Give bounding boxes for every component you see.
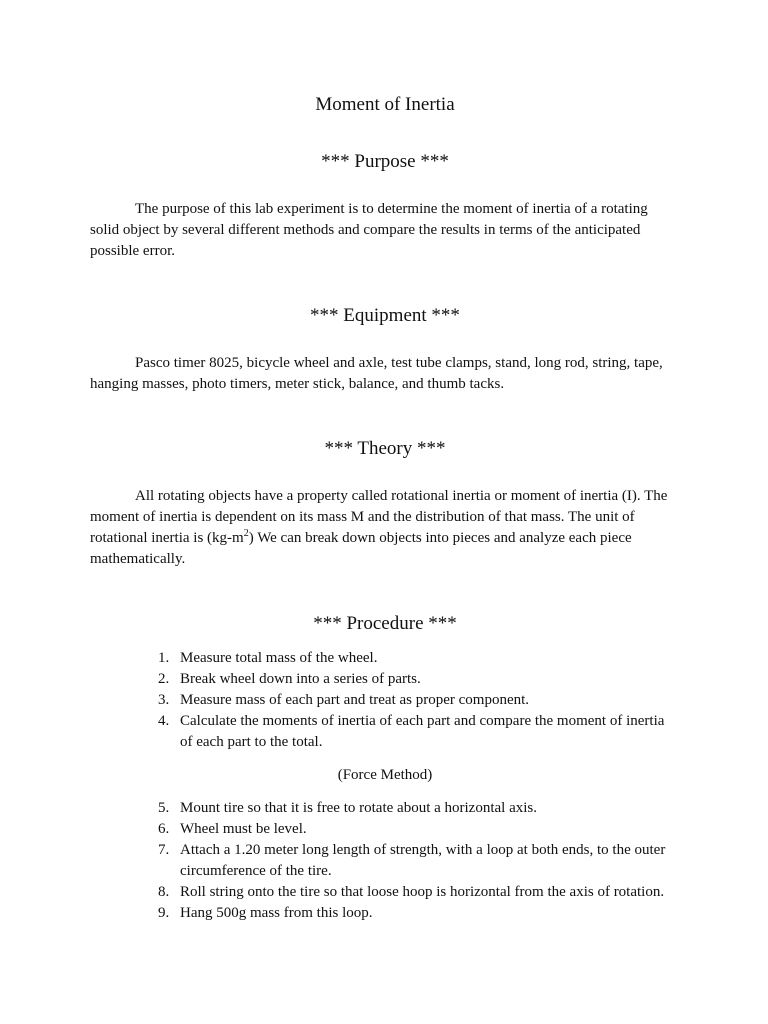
theory-text-part-2: ) We can break down objects into pieces and analyze each piece mathematically.	[90, 530, 632, 567]
list-item-number: 3.	[158, 692, 170, 708]
list-item	[90, 648, 680, 669]
list-item	[90, 903, 680, 924]
theory-superscript: 2	[243, 528, 249, 539]
theory-paragraph	[90, 486, 680, 570]
purpose-paragraph: The purpose of this lab experiment is to determine the moment of inertia of a rotating solid object by several different methods and compare the results in terms of the anticipated possible error.	[90, 201, 648, 259]
theory-text-part-1: All rotating objects have a property called rotational inertia or moment of inertia (I). The moment of inertia is dependent on its mass M and the distribution of that mass. The unit of rotational inertia is (kg-m	[90, 488, 668, 546]
list-item-text: Wheel must be level.	[180, 821, 307, 837]
list-item-number: 9.	[158, 905, 170, 921]
equipment-paragraph: Pasco timer 8025, bicycle wheel and axle, test tube clamps, stand, long rod, string, tape, hanging masses, photo timers, meter stick, balance, and thumb tacks.	[90, 355, 663, 392]
list-item	[90, 882, 680, 903]
list-item-text: Measure mass of each part and treat as proper component.	[180, 692, 530, 708]
force-method-subheading: (Force Method)	[337, 767, 433, 783]
list-item	[90, 819, 680, 840]
document-body	[90, 93, 680, 924]
list-item-number: 5.	[158, 800, 170, 816]
list-item-text: Break wheel down into a series of parts.	[180, 671, 421, 687]
list-item-text: Attach a 1.20 meter long length of strength, with a loop at both ends, to the outer circumference of the tire.	[180, 842, 666, 879]
list-item-number: 7.	[158, 842, 170, 858]
list-item	[90, 669, 680, 690]
list-item-number: 4.	[158, 713, 170, 729]
list-item-number: 2.	[158, 671, 170, 687]
list-item-text: Hang 500g mass from this loop.	[180, 905, 373, 921]
list-item-text: Measure total mass of the wheel.	[180, 650, 378, 666]
list-item	[90, 840, 680, 882]
purpose-heading: *** Purpose ***	[321, 151, 449, 172]
procedure-heading: *** Procedure ***	[313, 613, 457, 634]
list-item	[90, 690, 680, 711]
list-item-number: 8.	[158, 884, 170, 900]
list-item	[90, 798, 680, 819]
list-item	[90, 711, 680, 753]
list-item-text: Calculate the moments of inertia of each part and compare the moment of inertia of each part to the total.	[180, 713, 665, 750]
equipment-heading: *** Equipment ***	[310, 305, 460, 326]
document-title: Moment of Inertia	[315, 94, 455, 115]
list-item-number: 6.	[158, 821, 170, 837]
theory-heading: *** Theory ***	[324, 438, 446, 459]
procedure-list-b	[90, 798, 680, 924]
list-item-number: 1.	[158, 650, 170, 666]
list-item-text: Roll string onto the tire so that loose hoop is horizontal from the axis of rotation.	[180, 884, 665, 900]
procedure-list-a	[90, 648, 680, 753]
list-item-text: Mount tire so that it is free to rotate about a horizontal axis.	[180, 800, 537, 816]
